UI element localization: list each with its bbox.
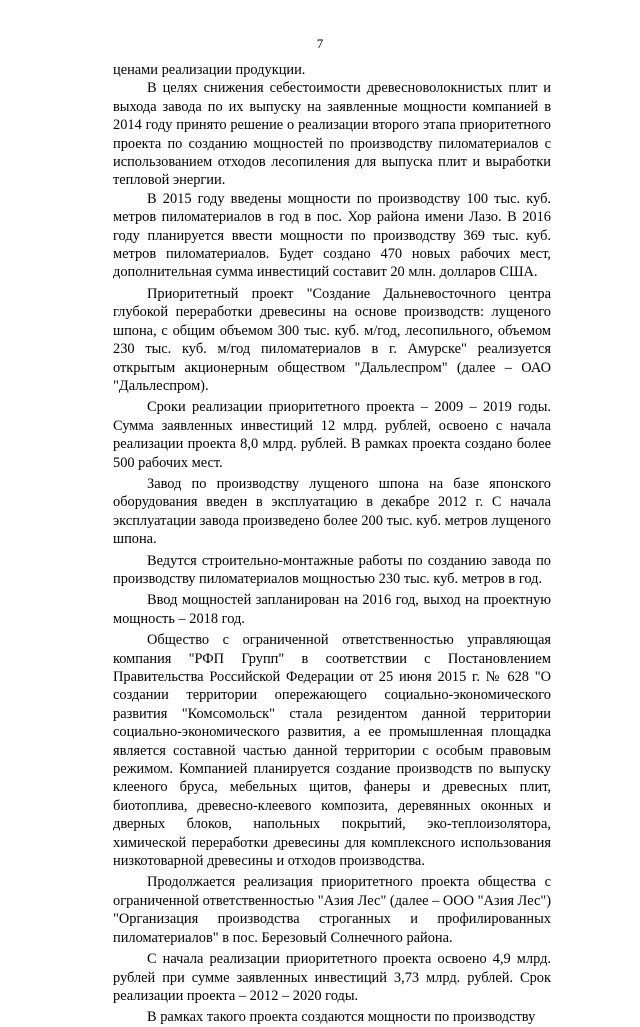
paragraph-asia-les: Продолжается реализация приоритетного проекта общества с ограниченной ответственностью "Азия Лес" (далее – ООО "Азия Лес") "Организация производства строганных и профилированных пиломатериалов" в пос. Березовый Солнечного района. [113,874,551,946]
paragraph-investment-progress: С начала реализации приоритетного проекта освоено 4,9 млрд. рублей при сумме заявленных инвестиций 3,73 млрд. рублей. Срок реализации проекта – 2012 – 2020 годы. [113,951,551,1004]
paragraph-dallesprom-project: Приоритетный проект "Создание Дальневосточного центра глубокой переработки древесины на основе производств: лущеного шпона, с общим объемом 300 тыс. куб. м/год, лесопильного, объемом 230 тыс. куб. м/год пиломатериалов в г. Амурске" реализуется открытым акционерным обществом "Дальлеспром" (далее – ОАО "Дальлеспром). [113,285,551,394]
paragraph-capacity-creation: В рамках такого проекта создаются мощности по производству [147,1009,536,1026]
page-number: 7 [316,36,324,51]
paragraph-rfp-group: Общество с ограниченной ответственностью управляющая компания "РФП Групп" в соответствии с Постановлением Правительства Российской Федерации от 25 июня 2015 г. № 628 "О создании территории опережающего социально-экономического развития "Комсомольск" стала резидентом данной территории социально-экономического развития, а ее промышленная площадка является составной частью данной территории с особым правовым режимом. Компанией планируется создание производств по выпуску клееного бруса, мебельных щитов, фанеры и древесных плит, биотоплива, древесно-клеевого композита, деревянных оконных и дверных блоков, напольных покрытий, эко-теплоизолятора, химической переработки древесины для комплексного использования низкотоварной древесины и отходов производства. [113,632,551,870]
paragraph-veneer-plant: Завод по производству лущеного шпона на базе японского оборудования введен в эксплуатацию в декабре 2012 г. С начала эксплуатации завода произведено более 200 тыс. куб. метров лущеного шпона. [113,475,551,548]
paragraph-commissioning: Ввод мощностей запланирован на 2016 год, выход на проектную мощность – 2018 год. [113,592,551,627]
paragraph-2015-capacity: В 2015 году введены мощности по производству 100 тыс. куб. метров пиломатериалов в год в пос. Хор района имени Лазо. В 2016 году планируется ввести мощности по производству 369 тыс. куб. метров пиломатериалов. Будет создано 470 новых рабочих мест, дополнительная сумма инвестиций составит 20 млн. долларов США. [113,190,551,281]
document-body [113,61,551,1027]
paragraph-project-timeline: Сроки реализации приоритетного проекта – 2009 – 2019 годы. Сумма заявленных инвестиций 12 млрд. рублей, освоено с начала реализации проекта 8,0 млрд. рублей. В рамках проекта создано более 500 рабочих мест. [113,399,551,471]
paragraph-continuation: ценами реализации продукции. [113,62,306,78]
paragraph-sawmill-construction: Ведутся строительно-монтажные работы по созданию завода по производству пиломатериалов мощностью 230 тыс. куб. метров в год. [113,552,551,587]
paragraph-plant-cost-reduction: В целях снижения себестоимости древесноволокнистых плит и выхода завода по их выпуску на заявленные мощности компанией в 2014 году принято решение о реализации второго этапа приоритетного проекта по созданию мощностей по производству пиломатериалов с использованием отходов лесопиления для выпуска плит и выработки тепловой энергии. [113,80,551,189]
